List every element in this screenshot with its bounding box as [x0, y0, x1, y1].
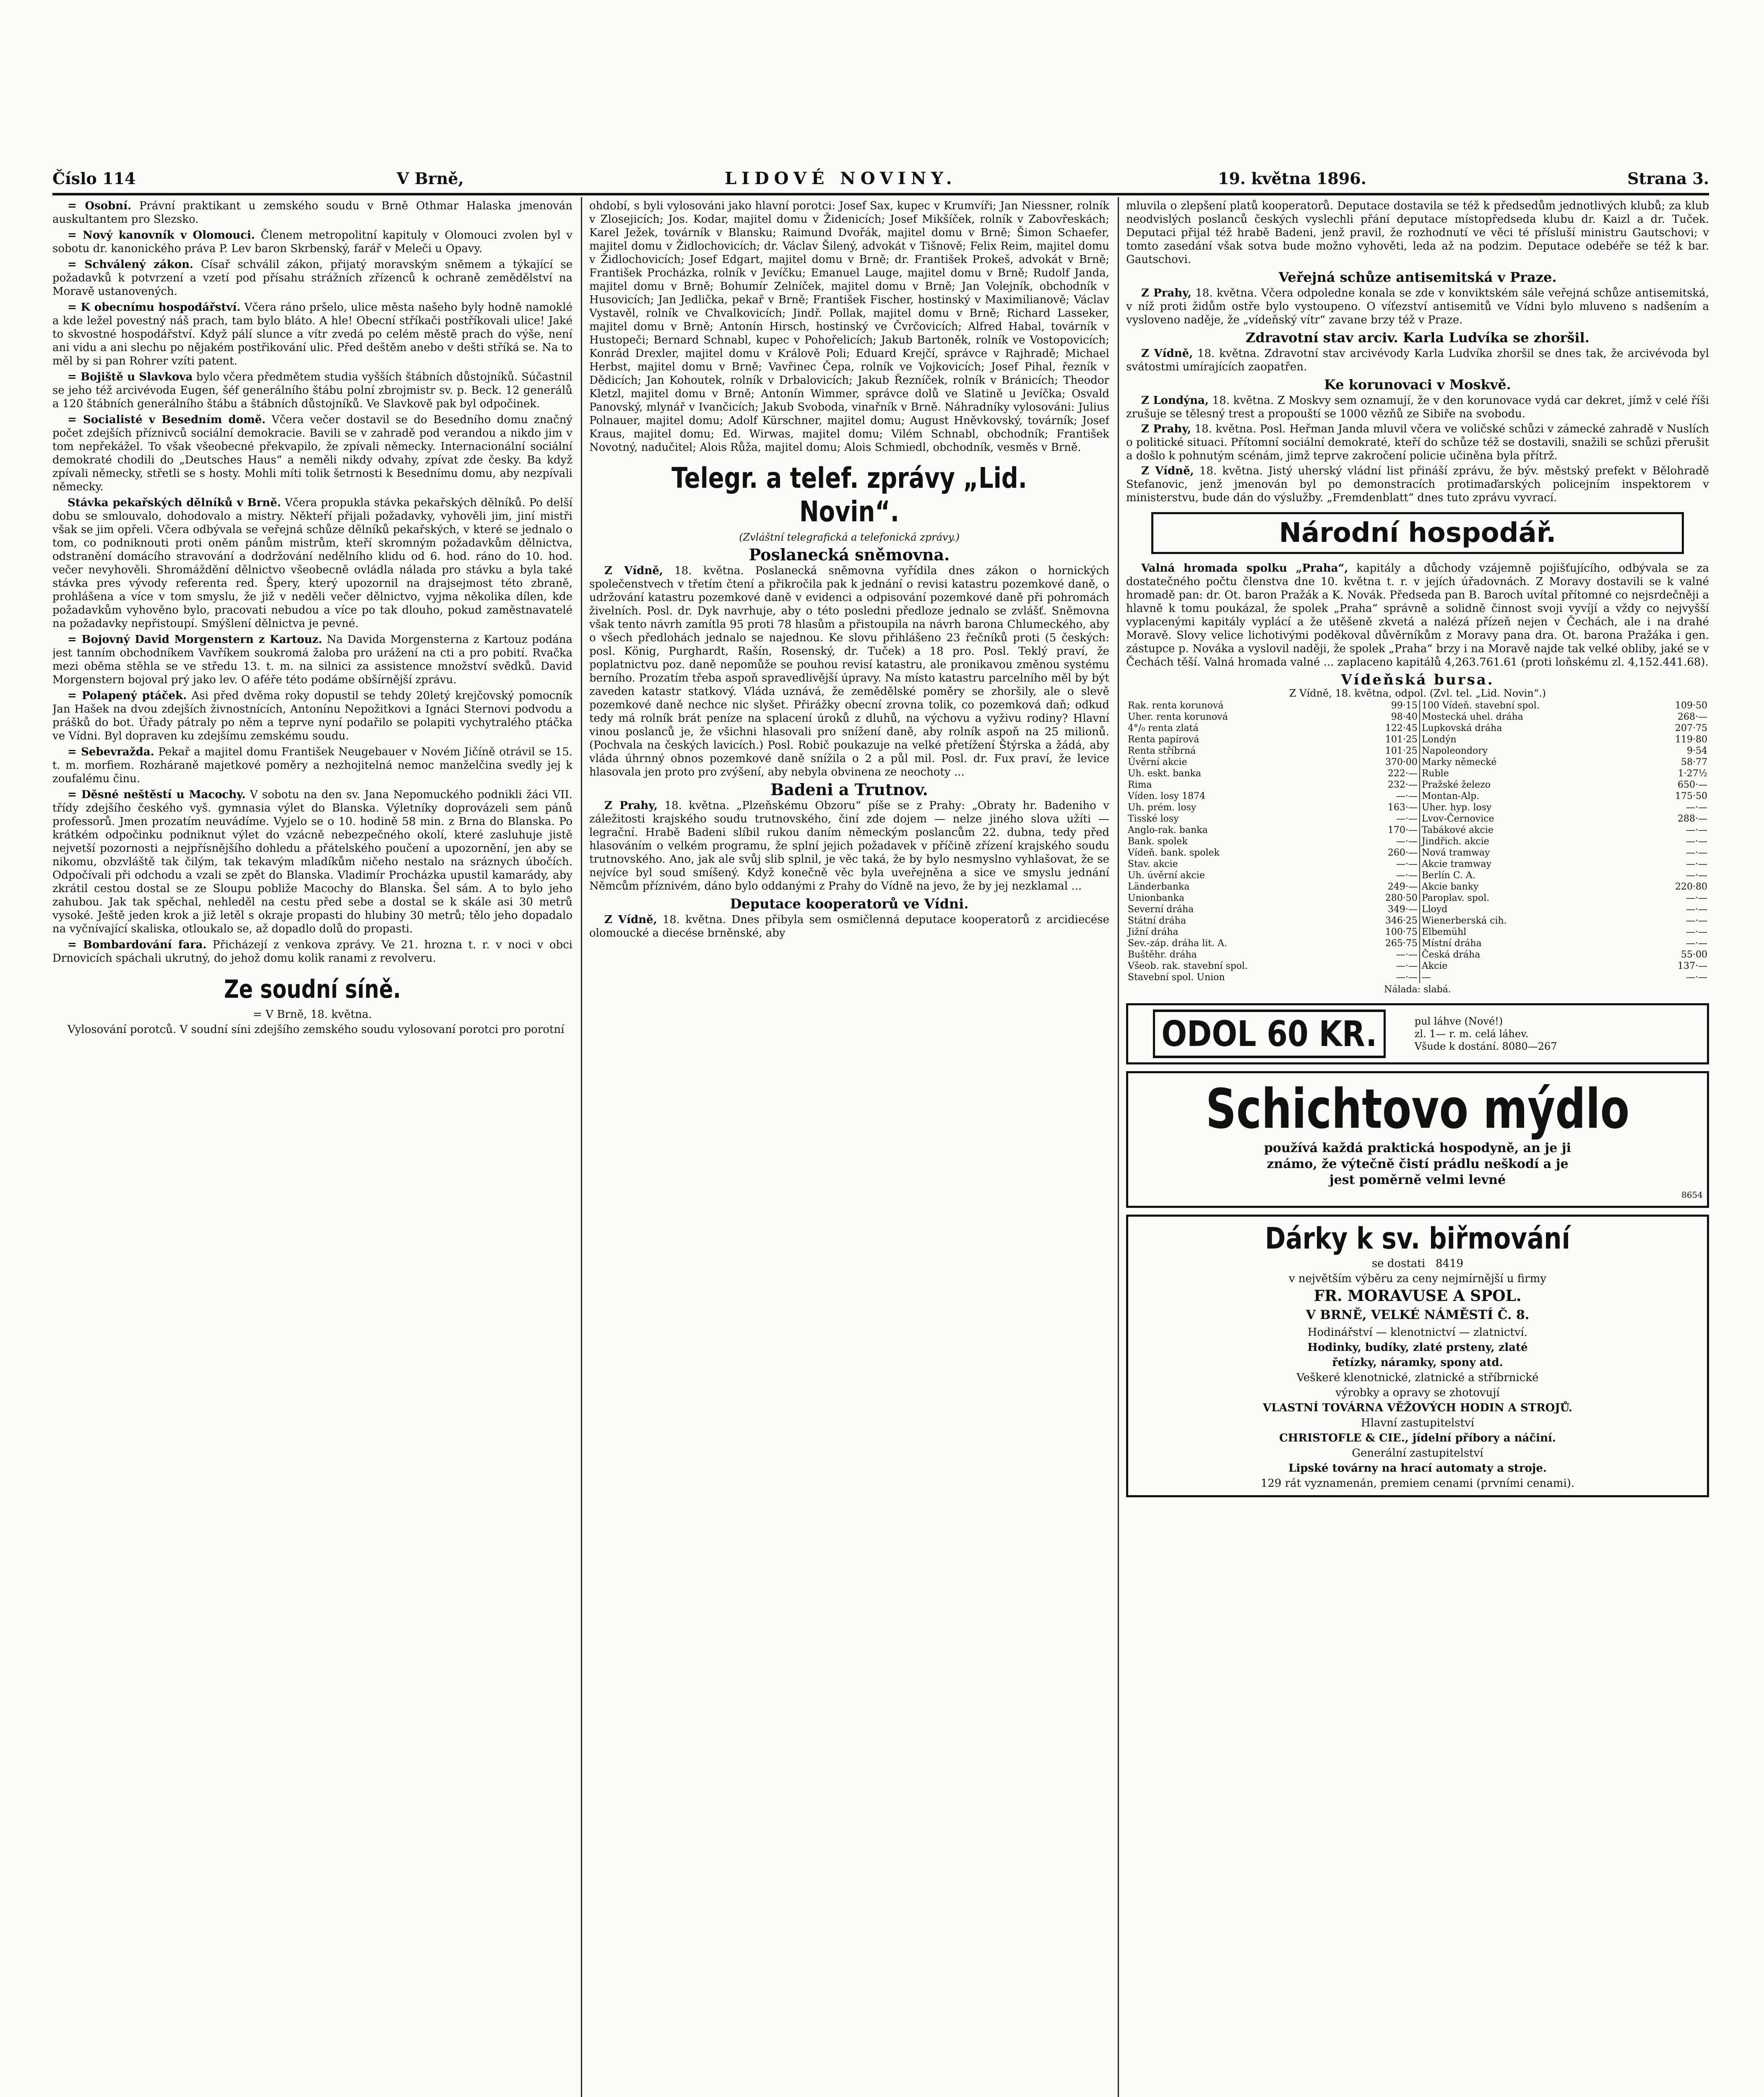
bursa-cell: 265·75	[1385, 938, 1418, 949]
bursa-cell: Uh. úvěrní akcie	[1128, 870, 1205, 881]
bursa-cell: 175·50	[1675, 791, 1707, 801]
bursa-cell: 650·—	[1678, 780, 1707, 790]
news-item: = Osobní. Právní praktikant u zemského soudu v Brně Othmar Halaska jmenován auskultantem pro Slezsko.	[52, 200, 572, 226]
bursa-cell: Jižní dráha	[1128, 927, 1179, 937]
bursa-cell: Buštěhr. dráha	[1128, 950, 1197, 960]
bursa-row	[1126, 892, 1709, 904]
news-item: = Sebevražda. Pekař a majitel domu František Neugebauer v Novém Jičíně otrávil se 15. t. m. morfiem. Rozháraně majetkové poměry a nezhojitelná nemoc manželčina svedly jej k zoufalému činu.	[52, 746, 572, 785]
column-2: ohdobí, s byli vylosováni jako hlavní porotci: Josef Sax, kupec v Krumvíři; Jan Niessner, rolník v Zlosejicích; Jos. Kodar, majitel domu v Židenicích; Josef Mikšíček, rolník v Zabovřeskách; Karel Ježek, továrník v Blansku; Raimund Dvořák, majitel domu v Brně; Šimon Schaefer, majitel domu v Židlochovicích; dr. Václav Šilený, advokát v Tišnově; Felix Reim, majitel domu v Židlochovicích; Josef Edgart, majitel domu v Brně; dr. František Prokeš, advokát v Brně; František Procházka, rolník v Jevíčku; Emanuel Lauge, majitel domu v Brně; Rudolf Janda, majitel domu v Brně; Bohumír Zelníček, majitel domu v Brně; Jan Volejník, obchodník v Husovicích; Jan Jedlička, pekař v Brně; František Fischer, hostinský v Maximilianově; Václav Vystavěl, rolník ve Chvalkovicích; Jindř. Pollak, majitel domu v Brně; Richard Lasseker, majitel domu v Brně; Antonín Hirsch, hostinský ve Čvrčovicích; Alfred Habal, továrník v Hustopeči; Bernard Schnabl, kupec v Pohořelicích; Jakub Bartoněk, rolník ve Vostopovicích; Konrád Drexler, majitel domu v Králově Poli; Eduard Krejčí, správce v Rajhradě; Michael Herbst, majitel domu v Brně; Vavřinec Čepa, rolník ve Vojkovicích; Josef Pihal, řezník v Dědicích; Jan Kohoutek, rolník v Drbalovicích; Jakub Řezníček, rolník v Bránicích; Theodor Kletzl, majitel domu v Brně; Antonín Wimmer, správce dolů ve Slatině u Jevíčka; Osvald Panovský, mlynář v Ivančicích; Jakub Svoboda, vinařník v Brně. Náhradníky vylosováni: Julius Polnauer, majitel domu; Adolf Kürschner, majitel domu; August Hněvkovský, továrník; Josef Kraus, majitel domu; Ed. Wirwas, majitel domu; Vilém Schnabl, obchodník; František Novotný, nadučitel; Alois Růža, majitel domu; Alois Schmiedl, obchodník, vesměs v Brně. Telegr. a telef. zprávy „Lid. Novin“. (Zvláštní telegrafická a telefonická zprávy.) Poslanecká sněmovna. Z Vídně, 18. května. Poslanecká sněmovna vyřídila dnes zákon o hornických společenstvech v třetím čtení a přikročila pak k jednání o revisi katastru pozemkové daně, o udržování katastru pozemkové daně v evidenci a odpisování pozemkové daně při pohromách živelních. Posl. dr. Dyk navrhuje, aby o této posledni předloze jednalo se zvlášť. Sněmovna však tento návrh zamítla 95 proti 78 hlasům a přistoupila na návrh barona Chlumeckého, aby o všech předlohách jednalo se najednou. Ke slovu přihlášeno 23 řečníků proti (5 českých: posl. König, Purghardt, Rašín, Rosenský, dr. Tuček) a 18 pro. Posl. Teklý praví, že poplatnictvu poz. daně nepomůže se pouhou revisí katastru, ale pronikavou změnou systému berního. Prozatím třeba aspoň spravedlivější úpravy. Na místo katastru parcelního měl by být zaveden katastr statkový. Vláda uznává, že zemědělské poměry se zhoršily, ale o slevě pozemkové daně nechce nic slyšet. Přirážky obecní zrovna tolik, co pozemková daň; odkud tedy má rolník brát peníze na splacení úroků z dluhů, na výchovu a vyživu rodiny? Hlavní vinou poslanců je, že všichni hlasovali pro snížení daně, aby rolník aspoň na 25 milionů. (Pochvala na českých lavicích.) Posl. Robič poukazuje na velké přetížení Štýrska a žádá, aby vláda úhrnný obnos pozemkové daně snížila o 2 a půl mil. Posl. dr. Fux praví, že levice hlasovala jen proto pro zvýšení, aby nebyla obvinena ze neochoty ... Badeni a Trutnov. Z Prahy, 18. května. „Plzeňskému Obzoru“ píše se z Prahy: „Obraty hr. Badeniho v záležitosti krajského soudu trutnovského, činí zde dojem — nelze jiného slova užíti — legrační. Hrabě Badeni slíbil rukou daním německým poslancům 22. dubna, tedy před hlasováním o velkém programu, že splní jejich požadavek v příčině zřízení krajského soudu trutnovského. Ano, jak ale svůj slib splnil, je věc taká, že by bylo nesmyslno vyhlašovat, že se nejvíce byl soud smíšený. Když konečně věc byla uveřejněna a sice ve smyslu jednání Němcům příznivém, dáno bylo oddanými z Prahy do Vídně na jevo, že by jej nezklamal ... Deputace kooperatorů ve Vídni. Z Vídně, 18. května. Dnes přibyla sem osmičlenná deputace kooperatorů z arcidiecése olomoucké a diecése brněnské, aby	[589, 200, 1109, 939]
bursa-row	[1126, 700, 1709, 711]
news-item: = Děsné neštěstí u Macochy. V sobotu na den sv. Jana Nepomuckého podnikli žáci VII. třídy zdejšího českého vyš. gymnasia výlet do Blanska. Výletníky doprovázeli sem pánů professorů. Jmen prozatím neuvádíme. Vyjelo se o 10. hodině 58 min. z Brna do Blanska. Po krátkém odpočinku podniknut výlet do vzácně nebezpečného okolí, které zasluhuje jistě nejvetší pozornosti a nejpřísnějšího dohledu a přátelského poučení a upozornění, jen aby se nikomu, obzvláště tak čilým, tak tekavým mladíkům ničeho nestalo na sráznych úbočích. Odpočívali při odchodu a vzali se zpět do Blanska. Vladimír Procházka upustil kamarády, aby zkrátil cestou dostal se ze Sloupu pobliže Macochy do Blanska. Šel sám. A to bylo jeho zahubou. Jak tak spěchal, nehleděl na cestu před sebe a dostal se k skále asi 30 metrů vysoké. Ještě jeden krok a již letěl s okraje propasti do hlubiny 30 metrů; tělo jeho dopadalo na vyčnívající skaliska, otloukalo se, až dopadlo dolů do propasti.	[52, 788, 572, 935]
bursa-table	[1126, 700, 1709, 983]
bursa-row	[1126, 938, 1709, 949]
soap-ad: Schichtovo mýdlo používá každá praktická hospodyně, an je ji známo, že výtečně čistí prádlu neškodí a je jest poměrně velmi levné 8654	[1126, 1071, 1709, 1208]
news-title: Zdravotní stav arciv. Karla Ludvíka se zhoršil.	[1246, 330, 1590, 346]
bursa-cell: Akcie banky	[1420, 881, 1644, 892]
bursa-cell: 55·00	[1681, 950, 1707, 960]
bursa-cell: —·—	[1396, 859, 1418, 869]
issue-date: 19. května 1896.	[1218, 169, 1366, 188]
bursa-cell: Wienerberská cih.	[1420, 915, 1644, 926]
bursa-cell: Renta stříbrná	[1128, 746, 1196, 756]
news-item: = Nový kanovník v Olomouci. Členem metropolitní kapituly v Olomouci zvolen byl v sobotu dr. kanonického práva P. Lev baron Skrbenský, farář v Meleči u Opavy.	[52, 229, 572, 255]
bursa-cell: 349·—	[1387, 904, 1418, 915]
badeni-title: Badeni a Trutnov.	[770, 780, 928, 799]
bursa-cell: —·—	[1686, 972, 1707, 983]
bursa-cell: Severní dráha	[1128, 904, 1194, 915]
bursa-cell: 100 Vídeň. stavební spol.	[1420, 700, 1644, 711]
bursa-cell: Stavební spol. Union	[1128, 972, 1225, 983]
bursa-cell: 4°/₀ renta zlatá	[1128, 723, 1199, 734]
bursa-cell: 280·50	[1385, 893, 1418, 903]
bursa-row	[1126, 802, 1709, 813]
bursa-cell: 346·25	[1385, 916, 1418, 926]
bursa-cell: 101·25	[1385, 734, 1418, 745]
bursa-cell: —·—	[1686, 836, 1707, 847]
bursa-row	[1126, 960, 1709, 972]
bursa-cell: Sev.-záp. dráha lit. A.	[1128, 938, 1227, 949]
bursa-cell: 222·—	[1387, 768, 1418, 779]
deputation-text: 18. května. Dnes přibyla sem osmičlenná deputace kooperatorů z arcidiecése olomoucké a diecése brněnské, aby	[589, 913, 1109, 939]
economy-section-title: Národní hospodář.	[1151, 512, 1684, 554]
bursa-cell: Montan-Alp.	[1420, 791, 1644, 802]
bursa-row	[1126, 734, 1709, 745]
bursa-cell: —·—	[1396, 814, 1418, 824]
bursa-cell: Místní dráha	[1420, 938, 1644, 949]
bursa-cell: 109·50	[1675, 700, 1707, 711]
bursa-cell: —·—	[1686, 848, 1707, 858]
bursa-cell: Uh. eskt. banka	[1128, 768, 1201, 779]
bursa-cell: Všeob. rak. stavební spol.	[1128, 961, 1248, 971]
bursa-row	[1126, 779, 1709, 791]
bursa-cell: Pražské železo	[1420, 779, 1644, 791]
bursa-cell: Tisské losy	[1128, 814, 1179, 824]
bursa-cell: —·—	[1686, 916, 1707, 926]
soap-brand: Schichtovo mýdlo	[1205, 1077, 1630, 1141]
bursa-cell: Lvov-Černovice	[1420, 813, 1644, 825]
juror-list: ohdobí, s byli vylosováni jako hlavní porotci: Josef Sax, kupec v Krumvíři; Jan Niessner, rolník v Zlosejicích; Jos. Kodar, majitel domu v Židenicích; Josef Mikšíček, rolník v Zabovřeskách; Karel Ježek, továrník v Blansku; Raimund Dvořák, majitel domu v Brně; Šimon Schaefer, majitel domu v Židlochovicích; dr. Václav Šilený, advokát v Tišnově; Felix Reim, majitel domu v Židlochovicích; Josef Edgart, majitel domu v Brně; dr. František Prokeš, advokát v Brně; František Procházka, rolník v Jevíčku; Emanuel Lauge, majitel domu v Brně; Rudolf Janda, majitel domu v Brně; Bohumír Zelníček, majitel domu v Brně; Jan Volejník, obchodník v Husovicích; Jan Jedlička, pekař v Brně; František Fischer, hostinský v Maximilianově; Václav Vystavěl, rolník ve Chvalkovicích; Jindř. Pollak, majitel domu v Brně; Richard Lasseker, majitel domu v Brně; Antonín Hirsch, hostinský ve Čvrčovicích; Alfred Habal, továrník v Hustopeči; Bernard Schnabl, kupec v Pohořelicích; Jakub Bartoněk, rolník ve Vostopovicích; Konrád Drexler, majitel domu v Králově Poli; Eduard Krejčí, správce v Rajhradě; Michael Herbst, majitel domu v Brně; Vavřinec Čepa, rolník ve Vojkovicích; Josef Pihal, řezník v Dědicích; Jan Kohoutek, rolník v Drbalovicích; Jakub Řezníček, rolník v Bránicích; Theodor Kletzl, majitel domu v Brně; Antonín Wimmer, správce dolů ve Slatině u Jevíčka; Osvald Panovský, mlynář v Ivančicích; Jakub Svoboda, vinařník v Brně. Náhradníky vylosováni: Julius Polnauer, majitel domu; Adolf Kürschner, majitel domu; August Hněvkovský, továrník; Josef Kraus, majitel domu; Ed. Wirwas, majitel domu; Vilém Schnabl, obchodník; František Novotný, nadučitel; Alois Růža, majitel domu; Alois Schmiedl, obchodník, vesměs v Brně.	[589, 200, 1109, 454]
bursa-cell: 101·25	[1385, 746, 1418, 756]
bursa-cell: —·—	[1686, 859, 1707, 869]
news-item: = K obecnímu hospodářství. Včera ráno pršelo, ulice města našeho byly hodně namoklé a kde ležel povestný náš prach, tam bylo bláto. A hle! Obecní stříkači postříkovali ulice! Jaké to skvostné hospodářství. Když pálí slunce a vítr zvedá po celém městě prach do výše, není ani vidu a ani slechu po nějakém postřikování ulic. Před deštěm anebo v dešti stříká se. Na to měl by si pan Rohrer vzíti patent.	[52, 301, 572, 367]
bursa-row	[1126, 870, 1709, 881]
bursa-cell: 170·—	[1387, 825, 1418, 835]
bursa-row	[1126, 847, 1709, 859]
news-item: = Bojovný David Morgenstern z Kartouz. Na Davida Morgensterna z Kartouz podána jest tanním obchodníkem Vavříkem soukromá žaloba pro urážení na cti a pro pobití. Rvačka mezi oběma stěhla se ve středu 13. t. m. na silnici za assistence množství svědků. David Morgenstern bojoval prý jako lev. O aféře této podáme obšírnější zprávu.	[52, 633, 572, 686]
header-rule	[52, 193, 1709, 195]
bursa-row	[1126, 859, 1709, 870]
bursa-row	[1126, 745, 1709, 757]
bursa-cell: Anglo-rak. banka	[1128, 825, 1208, 835]
bursa-cell: —	[1420, 972, 1644, 983]
bursa-cell: —·—	[1396, 836, 1418, 847]
bursa-row	[1126, 915, 1709, 926]
bursa-cell: 58·77	[1681, 757, 1707, 768]
news-item: = Socialisté v Besedním domě. Včera večer dostavil se do Besedního domu značný počet zdejších příznivců sociální demokracie. Bavili se v zahradě pod verandou a nikdo jim v tom nepřekážel. To však všeobecné překvapilo, že zpívali německy. Internacionální sociální demokraté chodili do „Deutsches Haus“ a neměli nikdy odvahy, zpívat zde česky. Ba když zpívali německy, střetli se s hosty. Mohli míti tolik šetrnosti k Besednímu domu, aby nezpívali německy.	[52, 414, 572, 493]
bursa-row	[1126, 926, 1709, 938]
parliament-subtitle: Poslanecká sněmovna.	[749, 545, 950, 564]
economy-text: kapitály a důchody vzájemně pojišťujícího, odbývala se za dostatečného počtu členstva dne 10. května t. r. v jejích úřadovnách. Z Moravy dostavili se k valné hromadě pan: dr. Ot. baron Pražák a K. Novák. Předseda pan B. Baroch uvítal přítomné co nejsrdečněji a hlavně k tomu poukázal, že spolek „Praha“ správně a solidně činnost svoji vyvíjí a vždy co nejvyšší vyplacenými kapitály vyplácí a že utěšeně zkvetá a nalézá přízeň nejen v Čechách, ale i na drahé Moravě. Slovy velice lichotivými poděkoval důvěrníkům z Moravy pana dra. Ot. barona Pražáka i gen. zástupce p. Nováka a vyslovil naději, že spolek „Praha“ brzy i na Moravě najde tak velké obliby, jaké se v Čechách těší. Valná hromada valné ... zaplaceno kapitálů 4,263.761.61 (proti loňskému zl. 4,152.441.68).	[1126, 562, 1709, 669]
bursa-cell: Tabákové akcie	[1420, 825, 1644, 836]
bursa-cell: Bank. spolek	[1128, 836, 1188, 847]
bursa-cell: 137·—	[1678, 961, 1707, 971]
news-item: Stávka pekařských dělníků v Brně. Včera propukla stávka pekařských dělníků. Po delší dobu se smlouvalo, dohodovalo a mistry. Někteří přijali požadavky, vyhověli jim, jiní mistři však se jim opřeli. Včera odbývala se veřejná schůze dělníků pekařských, v které se jednalo o tom, co podniknouti proti oněm pánům mistrům, kteří skromným požadavkům dělnictva, odstranění domácího stravování a dodržování nedělního klidu od 6. hod. ráno do 10. hod. večer nevyhověli. Shromáždění dělnictvo všeobecně ovládla nálada pro stávku a byla také stávka pres vývody referenta red. Špery, který upozornil na drajsejmost této zbraně, prohlášena a více v tom smyslu, že již v neděli večer dělnictvo, vyjma několika dílen, kde požadavkům vyhověno bylo, pracovati nebudou a více po tak dlouho, pokud zaměstnavatelé na požadavky nepřistoupí. Smýšlení dělnictva je pevné.	[52, 497, 572, 630]
bursa-cell: 98·40	[1391, 712, 1418, 722]
news-item: = Polapený ptáček. Asi před dvěma roky dopustil se tehdy 20letý krejčovský pomocník Jan Hašek na dvou zdejších živnostnících, Antonínu Nepožitkovi a Ignáci Sternovi podvodu a prášků do bot. Úřady pátraly po něm a teprve nyní podařilo se polapiti vychytralého ptáčka ve Vídni. Byl dopraven ku zdejšímu zemskému soudu.	[52, 689, 572, 742]
column-1	[52, 199, 572, 2097]
column-rule	[581, 197, 582, 2097]
parliament-text: 18. května. Poslanecká sněmovna vyřídila dnes zákon o hornických společenstvech v třetím čtení a přikročila pak k jednání o revisi katastru pozemkové daně, o udržování katastru pozemkové daně v evidenci a odpisování pozemkové daně při pohromách živelních. Posl. dr. Dyk navrhuje, aby o této posledni předloze jednalo se zvlášť. Sněmovna však tento návrh zamítla 95 proti 78 hlasům a přistoupila na návrh barona Chlumeckého, aby o všech předlohách jednalo se najednou. Ke slovu přihlášeno 23 řečníků proti (5 českých: posl. König, Purghardt, Rašín, Rosenský, dr. Tuček) a 18 pro. Posl. Teklý praví, že poplatnictvu poz. daně nepomůže se pouhou revisí katastru, ale pronikavou změnou systému berního. Prozatím třeba aspoň spravedlivější úpravy. Na místo katastru parcelního měl by být zaveden katastr statkový. Vláda uznává, že zemědělské poměry se zhoršily, ale o slevě pozemkové daně nechce nic slyšet. Přirážky obecní zrovna tolik, co pozemková daň; odkud tedy má rolník brát peníze na splacení úroků z dluhů, na výchovu a vyživu rodiny? Hlavní vinou poslanců je, že všichni hlasovali pro snížení daně, aby rolník aspoň na 25 milionů. (Pochvala na českých lavicích.) Posl. Robič poukazuje na velké přetížení Štýrska a žádá, aby vláda úhrnný obnos pozemkové daně snížila o 2 a půl mil. Posl. dr. Fux praví, že levice hlasovala jen proto pro zvýšení, aby nebyla obvinena ze neochoty ...	[589, 565, 1109, 778]
bursa-cell: Státní dráha	[1128, 916, 1186, 926]
bursa-row	[1126, 972, 1709, 983]
bursa-row	[1126, 757, 1709, 768]
page-header	[52, 166, 1709, 191]
bursa-cell: —·—	[1396, 961, 1418, 971]
bursa-row	[1126, 949, 1709, 960]
bursa-cell: 249·—	[1387, 882, 1418, 892]
bursa-cell: —·—	[1686, 802, 1707, 813]
news-title: Veřejná schůze antisemitská v Praze.	[1278, 269, 1557, 285]
news-title: Ke korunovaci v Moskvě.	[1324, 377, 1511, 393]
court-section-title: Ze soudní síně.	[224, 975, 401, 1004]
bursa-row	[1126, 836, 1709, 847]
bursa-cell: —·—	[1396, 791, 1418, 801]
bursa-cell: Akcie tramway	[1420, 859, 1644, 870]
bursa-cell: 207·75	[1675, 723, 1707, 734]
bursa-cell: Länderbanka	[1128, 882, 1190, 892]
bursa-cell: Akcie	[1420, 960, 1644, 972]
city: V Brně,	[396, 169, 464, 188]
bursa-cell: Elbemühl	[1420, 926, 1644, 938]
newspaper-title: LIDOVÉ NOVINY.	[725, 168, 957, 188]
bursa-cell: 232·—	[1387, 780, 1418, 790]
bursa-cell: 119·80	[1675, 734, 1707, 745]
bursa-cell: Vídeň. bank. spolek	[1128, 848, 1220, 858]
bursa-cell: 288·—	[1678, 814, 1707, 824]
odol-logo: ODOL 60 KR.	[1153, 1009, 1386, 1058]
bursa-row	[1126, 881, 1709, 892]
telegrams-title: Telegr. a telef. zprávy „Lid. Novin“.	[671, 462, 1027, 528]
deputation-continued: mluvila o zlepšení platů kooperatorů. Deputace dostavila se též k předsedům jednotlivých klubů; za klub neodvislých poslanců českých vyslechli přání deputace místopředseda klubu dr. Kaizl a dr. Tuček. Deputaci přijal též hrabě Badeni, jenž pravil, že rozhodnutí ve věci té přísluší ministru Gautschovi; v tomto zasedání však sotva bude možno vyhověti, leda až na podzim. Deputace odebéře se též k bar. Gautschovi.	[1126, 200, 1709, 266]
gifts-ad-title: Dárky k sv. biřmování	[1265, 1221, 1570, 1256]
bursa-cell: Nová tramway	[1420, 847, 1644, 859]
bursa-cell: Jindřich. akcie	[1420, 836, 1644, 847]
bursa-cell: Stav. akcie	[1128, 859, 1178, 869]
bursa-cell: —·—	[1686, 825, 1707, 835]
column-3: mluvila o zlepšení platů kooperatorů. Deputace dostavila se též k předsedům jednotlivých klubů; za klub neodvislých poslanců českých vyslechli přání deputace místopředseda klubu dr. Kaizl a dr. Tuček. Deputaci přijal též hrabě Badeni, jenž pravil, že rozhodnutí ve věci té přísluší ministru Gautschovi; v tomto zasedání však sotva bude možno vyhověti, leda až na podzim. Deputace odebéře se též k bar. Gautschovi. Veřejná schůze antisemitská v Praze. Z Prahy, 18. května. Včera odpoledne konala se zde v konviktském sále veřejná schůze antisemitská, v níž proti židům ostře bylo vystoupeno. O víťezství antisemitů ve Vídni bylo mluveno s nadšením a vysloveno naděje, že „vídeňský vítr“ zavane brzy též v Praze. Zdravotní stav arciv. Karla Ludvíka se zhoršil. Z Vídně, 18. května. Zdravotní stav arcivévody Karla Ludvíka zhoršil se dnes tak, že arcivévoda byl svátostmi umírajících zaopatřen. Ke korunovaci v Moskvě. Z Londýna, 18. května. Z Moskvy sem oznamují, že v den korunovace vydá car dekret, jímž v celé říši zrušuje se tělesný trest a propouští se 1000 vězňů ze Sibiře na svobodu. Z Prahy, 18. května. Posl. Heřman Janda mluvil včera ve voličské schůzi v zámecké zahradě v Nuslích o politické situaci. Přítomní sociální demokraté, kteří do schůze též se dostavili, snažili se schůzi přerušit a došlo k pohnutým scénám, jimž teprve zakročení policie učiněna byla přítrž. Z Vídně, 18. května. Jistý uherský vládní list přináší zprávu, že býv. městský prefekt v Bělohradě Stefanovic, jenž jmenován byl po demonstracích protimaďarských policejním inspektorem v ministerstvu, bude dán do výslužby. „Fremdenblatt“ dnes tuto zprávu vyvrací. Národní hospodář. Valná hromada spolku „Praha“, kapitály a důchody vzájemně pojišťujícího, odbývala se za dostatečného počtu členstva dne 10. května t. r. v jejích úřadovnách. Z Moravy dostavili se k valné hromadě pan: dr. Ot. baron Pražák a K. Novák. Předseda pan B. Baroch uvítal přítomné co nejsrdečněji a hlavně k tomu poukázal, že spolek „Praha“ správně a solidně činnost svoji vyvíjí a vždy co nejvyšší vyplacenými kapitály vyplácí a že utěšeně zkvetá a nalézá přízeň nejen v Čechách, ale i na drahé Moravě. Slovy velice lichotivými poděkoval důvěrníkům z Moravy pana dra. Ot. barona Pražáka i gen. zástupce p. Nováka a vyslovil naději, že spolek „Praha“ brzy i na Moravě najde tak velké obliby, jaké se v Čechách těší. Valná hromada valné ... zaplaceno kapitálů 4,263.761.61 (proti loňskému zl. 4,152.441.68). Vídeňská bursa. Z Vídně, 18. května, odpol. (Zvl. tel. „Lid. Novin“.) Rak. renta korunová 99·15 100 Vídeň. stavební spol. 109·50 Uher. renta korunová 98·40 Mostecká uhel. dráha 268·— 4°/₀ renta zlatá 122·45 Lupkovská dráha 207·75 Renta papírová 101·25 Londýn 119·80 Renta stříbrná 101·25 Napoleondory 9·54 Úvěrní akcie 370·00 Marky německé 58·77 Uh. eskt. banka 222·— Ruble 1·27½ Rima 232·— Pražské železo 650·— Víden. losy 1874 —·— Montan-Alp. 175·50 Uh. prém. losy 163·— Uher. hyp. losy —·— Tisské losy —·— Lvov-Černovice 288·— Anglo-rak. banka 170·— Tabákové akcie —·— Bank. spolek —·— Jindřich. akcie —·— Vídeň. bank. spolek 260·— Nová tramway —·— Stav. akcie —·— Akcie tramway —·— Uh. úvěrní akcie —·— Berlín C. A. —·— Länderbanka 249·— Akcie banky 220·80 Unionbanka 280·50 Paroplav. spol. —·— Severní dráha 349·— Lloyd —·— Státní dráha 346·25 Wienerberská cih. —·— Jižní dráha 100·75 Elbemühl —·— Sev.-záp. dráha lit. A. 265·75 Místní dráha —·— Buštěhr. dráha —·— Česká dráha 55·00 Všeob. rak. stavební spol. —·— Akcie 137·— Stavební spol. Union —·— — —·— Nálada: slabá. ODOL 60 KR. pul láhve (Nové!) zl. 1— r. m. celá láhev. Všude k dostání. 8080—267 Schichtovo mýdlo používá každá praktická hospodyně, an je ji známo, že výtečně čistí prádlu neškodí a je jest poměrně velmi levné 8654 Dárky k sv. biřmování se dostati 8419 v největším výběru za ceny nejmírnější u firmy FR. MORAVUSE A SPOL. V BRNĚ, VELKÉ NÁMĚSTÍ Č. 8. Hodinářství — klenotnictví — zlatnictví. Hodinky, budíky, zlaté prsteny, zlaté řetízky, náramky, spony atd. Veškeré klenotnické, zlatnické a stříbrnické výrobky a opravy se zhotovují VLASTNÍ TOVÁRNA VĚŽOVÝCH HODIN A STROJŮ. Hlavní zastupitelství CHRISTOFLE & CIE., jídelní příbory a náčiní. Generální zastupitelství Lipské továrny na hrací automaty a stroje. 129 rát vyznamenán, premiem cenami (prvními cenami).	[1126, 199, 1709, 2097]
bursa-cell: 260·—	[1387, 848, 1418, 858]
court-section-place: = V Brně, 18. května.	[253, 1008, 372, 1021]
news-item: = Schválený zákon. Císař schválil zákon, přijatý moravským sněmem a týkající se požadavků k potvrzení a vzetí pod přísahu strážních zřízenců k ochraně zemědělství na Moravě ustanovených.	[52, 258, 572, 298]
bursa-cell: Ruble	[1420, 768, 1644, 779]
bursa-cell: Londýn	[1420, 734, 1644, 745]
bursa-cell: 99·15	[1391, 700, 1418, 711]
gifts-ad-firm: FR. MORAVUSE A SPOL.	[1314, 1287, 1522, 1305]
bursa-cell: Česká dráha	[1420, 949, 1644, 960]
bursa-cell: Mostecká uhel. dráha	[1420, 711, 1644, 723]
bursa-cell: Napoleondory	[1420, 745, 1644, 757]
bursa-cell: Renta papírová	[1128, 734, 1199, 745]
bursa-cell: Úvěrní akcie	[1128, 757, 1187, 768]
bursa-cell: Víden. losy 1874	[1128, 791, 1206, 801]
badeni-text: 18. května. „Plzeňskému Obzoru“ píše se z Prahy: „Obraty hr. Badeniho v záležitosti krajského soudu trutnovského, činí zde dojem — nelze jiného slova užíti — legrační. Hrabě Badeni slíbil rukou daním německým poslancům 22. dubna, tedy před hlasováním o velkém programu, že splní jejich požadavek v příčině zřízení krajského soudu trutnovského. Ano, jak ale svůj slib splnil, je věc taká, že by bylo nesmyslno vyhlašovat, že se nejvíce byl soud smíšený. Když konečně věc byla uveřejněna a sice ve smyslu jednání Němcům příznivém, dáno bylo oddanými z Prahy do Vídně na jevo, že by jej nezklamal ...	[589, 799, 1109, 892]
bursa-cell: Uher. renta korunová	[1128, 712, 1228, 722]
bursa-title: Vídeňská bursa.	[1341, 671, 1494, 688]
bursa-cell: 220·80	[1675, 882, 1707, 892]
bursa-cell: Paroplav. spol.	[1420, 892, 1644, 904]
bursa-cell: —·—	[1396, 950, 1418, 960]
gifts-ad: Dárky k sv. biřmování se dostati 8419 v největším výběru za ceny nejmírnější u firmy FR. MORAVUSE A SPOL. V BRNĚ, VELKÉ NÁMĚSTÍ Č. 8. Hodinářství — klenotnictví — zlatnictví. Hodinky, budíky, zlaté prsteny, zlaté řetízky, náramky, spony atd. Veškeré klenotnické, zlatnické a stříbrnické výrobky a opravy se zhotovují VLASTNÍ TOVÁRNA VĚŽOVÝCH HODIN A STROJŮ. Hlavní zastupitelství CHRISTOFLE & CIE., jídelní příbory a náčiní. Generální zastupitelství Lipské továrny na hrací automaty a stroje. 129 rát vyznamenán, premiem cenami (prvními cenami).	[1126, 1215, 1709, 1497]
bursa-mood: Nálada: slabá.	[1384, 984, 1451, 995]
bursa-row	[1126, 723, 1709, 734]
bursa-cell: 100·75	[1385, 927, 1418, 937]
bursa-row	[1126, 768, 1709, 779]
odol-ad: ODOL 60 KR. pul láhve (Nové!) zl. 1— r. m. celá láhev. Všude k dostání. 8080—267	[1126, 1003, 1709, 1064]
page-number: Strana 3.	[1627, 169, 1709, 188]
bursa-subtitle: Z Vídně, 18. května, odpol. (Zvl. tel. „Lid. Novin“.)	[1289, 687, 1546, 699]
bursa-cell: Lupkovská dráha	[1420, 723, 1644, 734]
bursa-cell: Uher. hyp. losy	[1420, 802, 1644, 813]
issue-number: Číslo 114	[52, 169, 136, 188]
news-item: = Bojiště u Slavkova bylo včera předmětem studia vyšších štábních důstojníků. Súčastnil se jeho též arcivévoda Eugen, šéf generálního štábu polní zbrojmistr sv. p. Beck. 12 generálů a 120 štábních generálního štábu a štábních důstojníků. Ve Slavkově pak byl odpočinek.	[52, 371, 572, 410]
bursa-cell: Marky německé	[1420, 757, 1644, 768]
bursa-row	[1126, 711, 1709, 723]
column-rule	[1118, 197, 1119, 2097]
bursa-cell: Rak. renta korunová	[1128, 700, 1224, 711]
bursa-cell: 9·54	[1687, 746, 1707, 756]
bursa-cell: —·—	[1396, 972, 1418, 983]
bursa-cell: 370·00	[1385, 757, 1418, 768]
court-section-lead: Vylosování porotců. V soudní síni zdejšího zemského soudu vylosovaní porotci pro porotní	[68, 1023, 565, 1036]
bursa-cell: —·—	[1396, 870, 1418, 881]
bursa-cell: —·—	[1686, 870, 1707, 881]
bursa-cell: —·—	[1686, 938, 1707, 949]
bursa-cell: Uh. prém. losy	[1128, 802, 1197, 813]
bursa-cell: Lloyd	[1420, 904, 1644, 915]
bursa-cell: 268·—	[1678, 712, 1707, 722]
bursa-row	[1126, 825, 1709, 836]
telegrams-note: (Zvláštní telegrafická a telefonická zprávy.)	[739, 531, 960, 543]
bursa-row	[1126, 791, 1709, 802]
bursa-cell: —·—	[1686, 927, 1707, 937]
bursa-cell: —·—	[1686, 893, 1707, 903]
bursa-cell: 163·—	[1387, 802, 1418, 813]
bursa-cell: 1·27½	[1678, 768, 1707, 779]
bursa-cell: Rima	[1128, 780, 1152, 790]
deputation-title: Deputace kooperatorů ve Vídni.	[730, 896, 969, 912]
bursa-row	[1126, 813, 1709, 825]
bursa-cell: Unionbanka	[1128, 893, 1184, 903]
news-item: = Bombardování fara. Přicházejí z venkova zprávy. Ve 21. hrozna t. r. v noci v obci Drnovicích spáchali ukrutný, do jehož domu kolik ranami z revolveru.	[52, 939, 572, 965]
bursa-cell: Berlín C. A.	[1420, 870, 1644, 881]
bursa-cell: 122·45	[1385, 723, 1418, 734]
bursa-row	[1126, 904, 1709, 915]
bursa-cell: —·—	[1686, 904, 1707, 915]
